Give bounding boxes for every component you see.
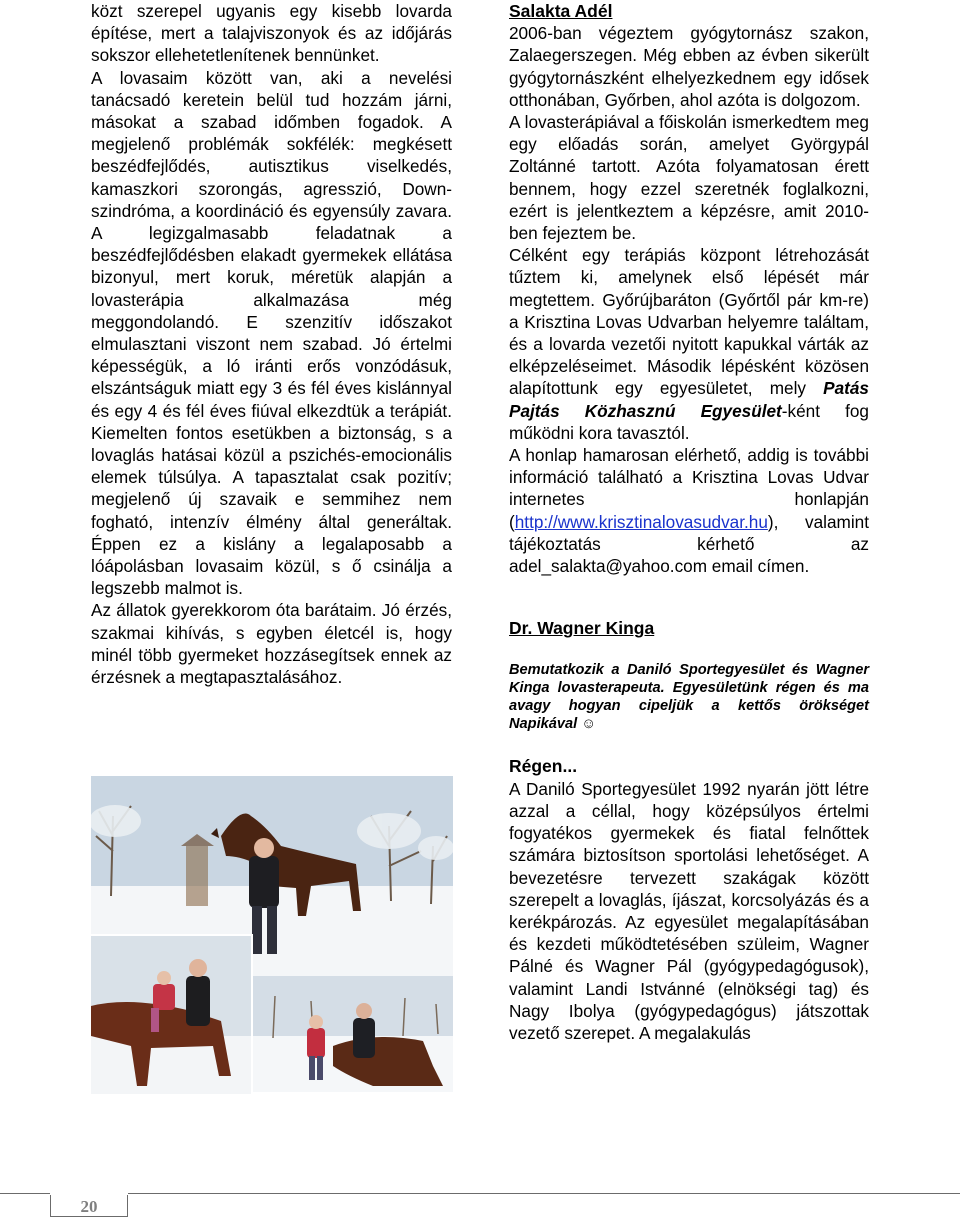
body-text: közt szerepel ugyanis egy kisebb lovarda építése, mert a talajviszonyok és az időjárás sokszor ellehetetlenítenek bennünket. bbox=[91, 1, 452, 66]
right-column bbox=[509, 0, 869, 1044]
website-link[interactable]: http://www.krisztinalovasudvar.hu bbox=[514, 511, 768, 532]
body-text: A Daniló Sportegyesület 1992 nyarán jött létre azzal a céllal, hogy középsúlyos értelmi fogyatékos gyermekek és fiatal felnőttek számára biztosítson sportolási lehetőséget. A bevezetésre tervezett szakágak között szerepelt a lovaglás, íjászat, korcsolyázás és a kerékpározás. Az egyesület megalapításában és kezdeti működtetésében szüleim, Wagner Pálné és Wagner Pál (gyógypedagógusok), valamint Landi Istvánné (elnökségi tag) és Nagy Ibolya (gyógypedagógus) játszottak vezető szerepet. A megalakulás bbox=[509, 778, 869, 1043]
left-column bbox=[91, 0, 452, 688]
body-text: A lovasterápiával a főiskolán ismerkedtem meg egy előadás során, amelyet Györgypál Zoltánné tartott. Azóta folyamatosan érett bennem, hogy ezzel szeretnék foglalkozni, ezért is jelentkeztem a képzésre, amit 2010-ben fejeztem be. bbox=[509, 112, 869, 244]
body-text: 2006-ban végeztem gyógytornász szakon, Zalaegerszegen. Még ebben az évben sikerült gyógytornászként elhelyezkednem egy idősek otthonában, Győrben, ahol azóta is dolgozom. bbox=[509, 23, 869, 110]
photo-child-riding bbox=[91, 934, 253, 1094]
body-text: A honlap hamarosan elérhető, addig is további információ található a Krisztina Lovas Udvar internetes honlapján (http://www.krisztinalovasudvar.hu), valamint tájékoztatás kérhető az adel_salakta@yahoo.com email címen. bbox=[509, 445, 869, 577]
footer-rule bbox=[0, 1193, 960, 1194]
section-heading: Régen... bbox=[509, 756, 578, 777]
author-heading: Salakta Adél bbox=[509, 1, 613, 21]
page-number: 20 bbox=[80, 1197, 98, 1216]
author-heading: Dr. Wagner Kinga bbox=[509, 618, 655, 639]
body-text: A lovasaim között van, aki a nevelési tanácsadó keretein belül tud hozzám járni, másokat a szabad időmben fogadok. A megjelenő problémák sokfélék: megkésett beszédfejlődés, autisztikus viselkedés, kamaszkori szorongás, agresszió, Down-szindróma, a koordináció és egyensúly zavara. A legizgalmasabb feladatnak a beszédfejlődésben elakadt gyermekek ellátása bizonyul, mert koruk, méretük alapján a lovasterápia alkalmazása még meggondolandó. E szenzitív időszakot elmulasztani viszont nem szabad. Jó értelmi képességük, a ló iránti erős vonzódásuk, elszántságuk miatt egy 3 és fél éves kislánnyal és egy 4 és fél éves fiúval elkezdtük a terápiát. Kiemelten fontos esetükben a biztonság, s a lovaglás hatásai közül a pszichés-emocionális elemek túlsúlya. A tapasztalat csak pozitív; megjelenő új szavaik e semmihez nem fogható, intenzív élmény által generáltak. Éppen ez a kislány a legalaposabb a lóápolásban lovasaim közül, s ő csinálja a legszebb malmot is. bbox=[91, 67, 452, 599]
intro-text: Bemutatkozik a Daniló Sportegyesület és Wagner Kinga lovasterapeuta. Egyesületünk régen és ma avagy hogyan cipeljük a kettős örökséget Napikával ☺ bbox=[509, 662, 869, 733]
photo-collage bbox=[91, 776, 453, 1092]
body-text: Célként egy terápiás központ létrehozását tűztem ki, amelynek első lépését már megtettem. Győrújbaráton (Győrtől pár km-re) a Krisztina Lovas Udvarban helyemre találtam, és a lovarda vezetői nyitott kapukkal várták az elképzeléseimet. Második lépésként közösen alapítottunk egy egyesületet, mely Patás Pajtás Közhasznú Egyesület-ként fog működni kora tavasztól. bbox=[509, 245, 869, 443]
body-text: Az állatok gyerekkorom óta barátaim. Jó érzés, szakmai kihívás, s egyben életcél is, hogy minél több gyermeket hozzásegítsek ennek az érzésnek a megtapasztalásához. bbox=[91, 600, 452, 688]
photo-kids-horse bbox=[253, 976, 453, 1092]
organization-name: Patás Pajtás Közhasznú Egyesület bbox=[509, 378, 869, 421]
